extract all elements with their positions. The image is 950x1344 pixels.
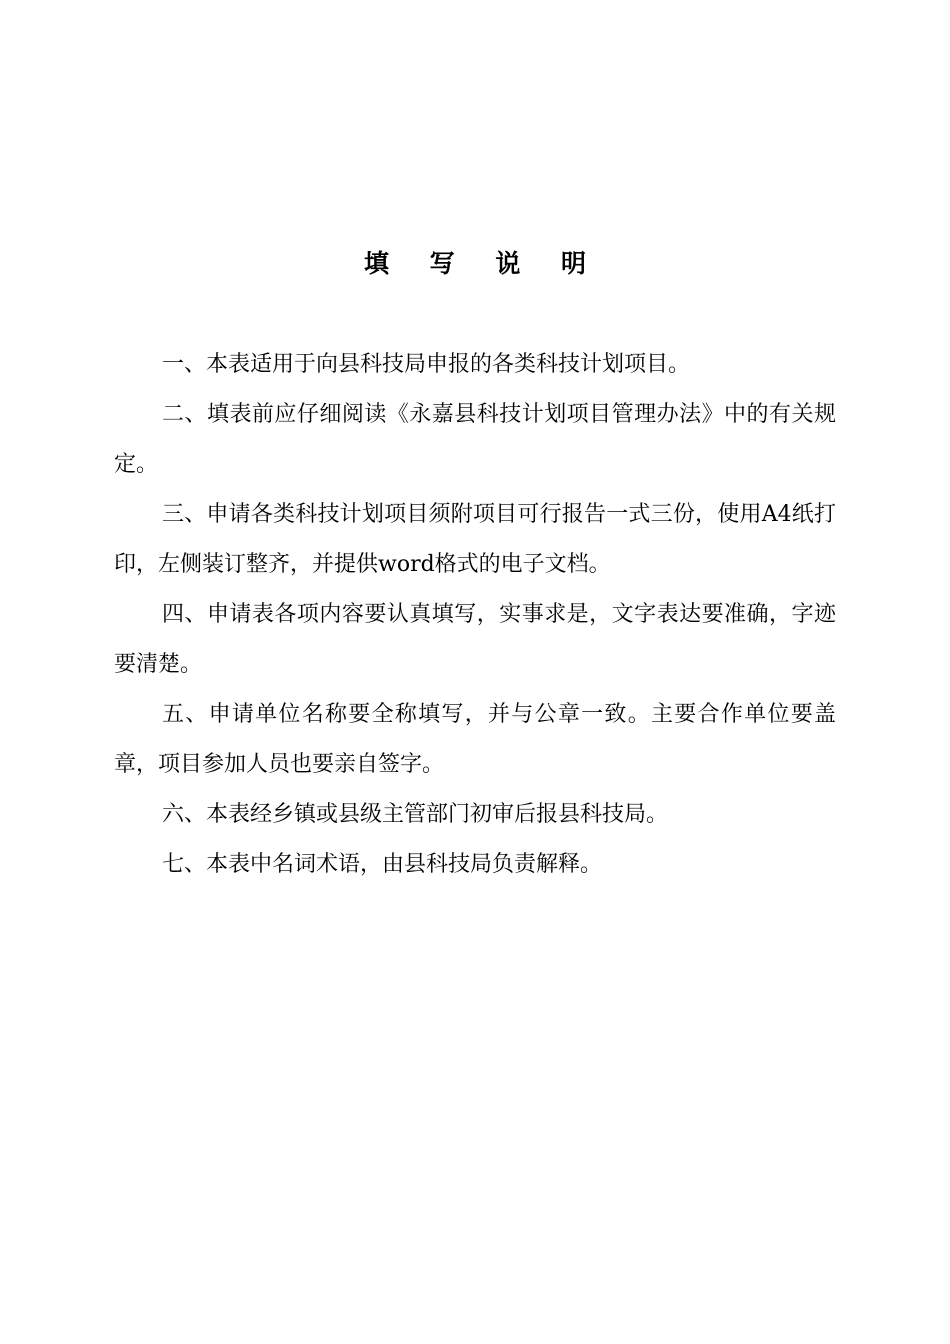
document-title: 填 写 说 明 — [363, 249, 603, 278]
instructions-body — [114, 340, 836, 890]
instruction-item-1: 一、本表适用于向县科技局申报的各类科技计划项目。 — [162, 352, 691, 377]
instruction-item-7: 七、本表中名词术语，由县科技局负责解释。 — [162, 852, 603, 877]
instruction-item-6: 六、本表经乡镇或县级主管部门初审后报县科技局。 — [162, 802, 669, 827]
instruction-item-3: 三、申请各类科技计划项目须附项目可行报告一式三份，使用A4纸打印，左侧装订整齐，并提供word格式的电子文档。 — [114, 502, 836, 577]
instruction-item-2: 二、填表前应仔细阅读《永嘉县科技计划项目管理办法》中的有关规定。 — [114, 402, 836, 477]
instruction-item-5: 五、申请单位名称要全称填写，并与公章一致。主要合作单位要盖章，项目参加人员也要亲自签字。 — [114, 702, 836, 777]
instruction-item-4: 四、申请表各项内容要认真填写，实事求是，文字表达要准确，字迹要清楚。 — [114, 602, 836, 677]
